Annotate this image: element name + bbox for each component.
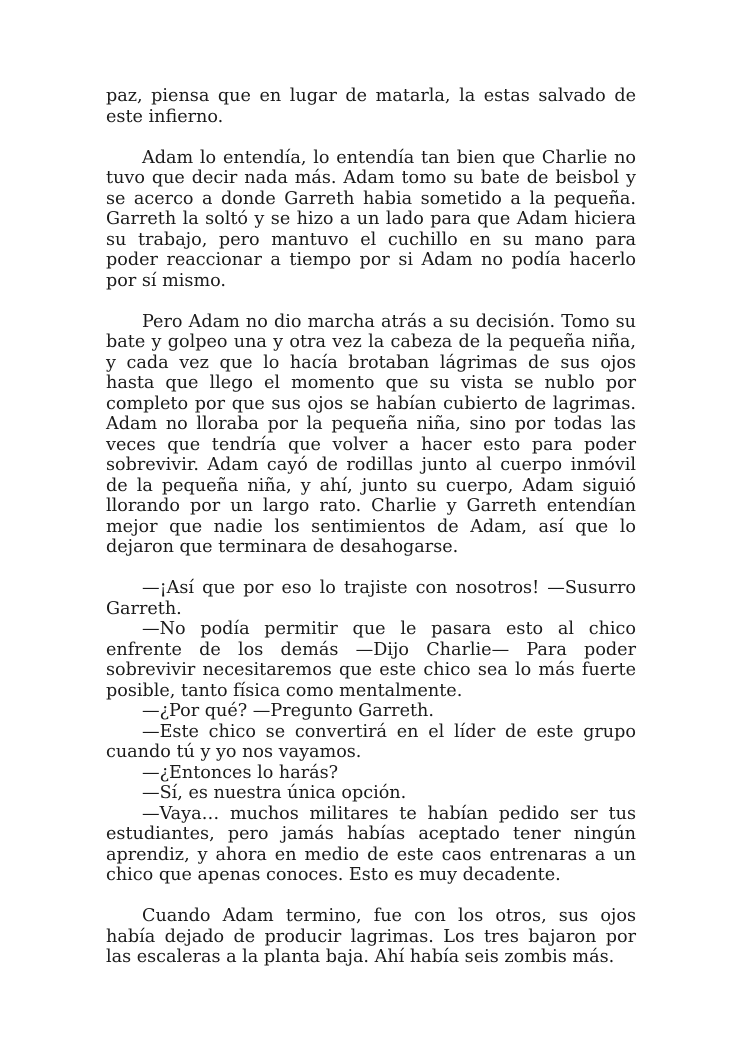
- paragraph-gap: [106, 291, 636, 312]
- paragraph-1: paz, piensa que en lugar de matarla, la estas salvado de este infierno.: [106, 86, 636, 127]
- dialogue-line-3: —¿Por qué? —Pregunto Garreth.: [142, 701, 434, 721]
- dialogue-line-5: —¿Entonces lo harás?: [142, 762, 339, 783]
- paragraph-gap: [106, 886, 636, 907]
- dialogue-line-7: —Vaya… muchos militares te habían pedido ser tus estudiantes, pero jamás habías aceptado tener ningún aprendiz, y ahora en medio de este caos entrenaras a un chico que apenas conoces. Esto es muy decadente.: [106, 803, 636, 885]
- dialogue-line-4: —Este chico se convertirá en el líder de este grupo cuando tú y yo nos vayamos.: [106, 721, 636, 762]
- paragraph-gap: [106, 558, 636, 579]
- paragraph-gap: [106, 127, 636, 148]
- dialogue-line-2: —No podía permitir que le pasara esto al chico enfrente de los demás —Dijo Charlie— Para poder sobrevivir necesitaremos que este chico sea lo más fuerte posible, tanto física como mentalmente.: [106, 619, 636, 701]
- dialogue-line-6: —Sí, es nuestra única opción.: [142, 783, 407, 803]
- paragraph-2: Adam lo entendía, lo entendía tan bien que Charlie no tuvo que decir nada más. Adam tomo su bate de beisbol y se acerco a donde Garreth habia sometido a la pequeña. Garreth la soltó y se hizo a un lado para que Adam hiciera su trabajo, pero mantuvo el cuchillo en su mano para poder reaccionar a tiempo por si Adam no podía hacerlo por sí mismo.: [106, 147, 636, 291]
- dialogue-line-1: —¡Así que por eso lo trajiste con nosotros! —Susurro Garreth.: [106, 578, 636, 619]
- paragraph-4: Cuando Adam termino, fue con los otros, sus ojos había dejado de producir lagrimas. Los tres bajaron por las escaleras a la planta baja. Ahí había seis zombis más.: [106, 906, 636, 967]
- paragraph-3: Pero Adam no dio marcha atrás a su decisión. Tomo su bate y golpeo una y otra vez la cabeza de la pequeña niña, y cada vez que lo hacía brotaban lágrimas de sus ojos hasta que llego el momento que su vista se nublo por completo por que sus ojos se habían cubierto de lagrimas. Adam no lloraba por la pequeña niña, sino por todas las veces que tendría que volver a hacer esto para poder sobrevivir. Adam cayó de rodillas junto al cuerpo inmóvil de la pequeña niña, y ahí, junto su cuerpo, Adam siguió llorando por un largo rato. Charlie y Garreth entendían mejor que nadie los sentimientos de Adam, así que lo dejaron que terminara de desahogarse.: [106, 311, 636, 557]
